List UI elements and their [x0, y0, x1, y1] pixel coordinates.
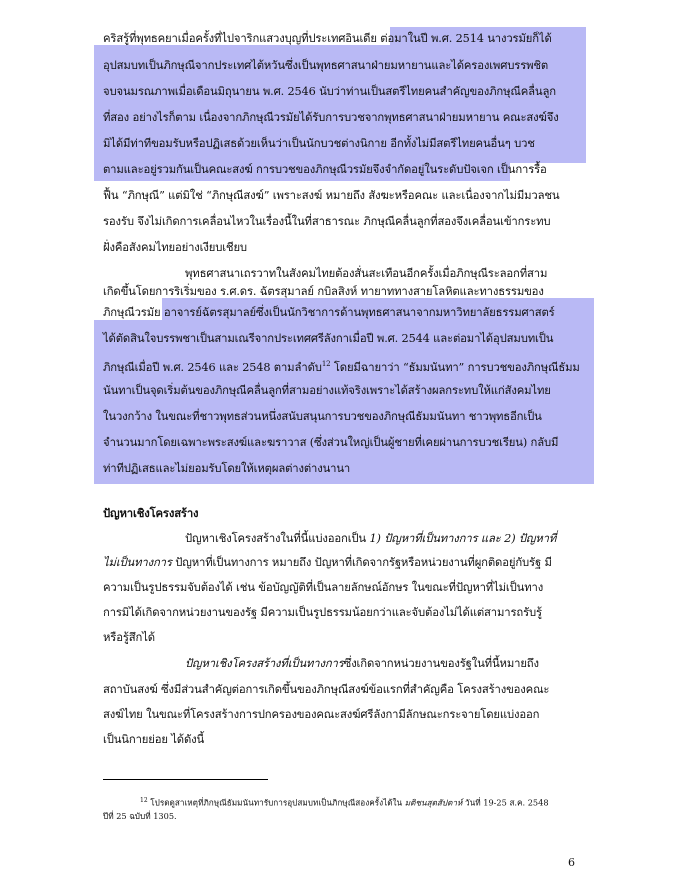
para1-line-3: จบจนมรณภาพเมื่อเดือนมิถุนายน พ.ศ. 2546 นับว่าท่านเป็นสตรีไทยคนสำคัญของภิกษุณีคลื่นลูก [103, 85, 556, 98]
para3-line-2-text: ปัญหาที่เป็นทางการ หมายถึง ปัญหาที่เกิดจากรัฐหรือหน่วยงานที่ผูกติดอยู่กับรัฐ มี [171, 556, 552, 569]
para1-line-2: อุปสมบทเป็นภิกษุณีจากประเทศไต้หวันซึ่งเป็นพุทธศาสนาฝ่ายมหายานและได้ครองเพศบรรพชิต [103, 59, 549, 72]
para3-line-5: หรือรู้สึกได้ [103, 631, 155, 644]
footnote-text-c: วันที่ 19-25 ส.ค. 2548 [462, 797, 549, 808]
para3-line-2-italic: ไม่เป็นทางการ [103, 556, 172, 569]
para3-line-1-text: ปัญหาเชิงโครงสร้างในที่นี้แบ่งออกเป็น [185, 532, 367, 545]
para2-line-6: นันทาเป็นจุดเริ่มต้นของภิกษุณีคลื่นลูกที่สามอย่างแท้จริงเพราะได้สร้างผลกระทบให้แก่สังคมไทย [103, 384, 551, 397]
para4-line-1-italic: ปัญหาเชิงโครงสร้างที่เป็นทางการ [185, 657, 344, 670]
para1-line-4: ที่สอง อย่างไรก็ตาม เนื่องจากภิกษุณีวรมัยได้รับการบวชจากพุทธศาสนาฝ่ายมหายาน คณะสงฆ์จึง [103, 111, 559, 124]
para3-line-1-italic: 1) ปัญหาที่เป็นทางการ และ 2) ปัญหาที่ [369, 532, 557, 545]
section-heading: ปัญหาเชิงโครงสร้าง [103, 506, 199, 520]
para2-line-5-text: ภิกษุณีเมื่อปี พ.ศ. 2546 และ 2548 ตามลำดับ [103, 360, 322, 374]
para3-line-1 [185, 531, 556, 546]
para1-line-8: รองรับ จึงไม่เกิดการเคลื่อนไหวในเรื่องนี้ในที่สาธารณะ ภิกษุณีคลื่นลูกที่สองจึงเคลื่อนเข้ากระทบ [103, 215, 551, 228]
para2-line-5-rest: โดยมีฉายาว่า “ธัมมนันทา” การบวชของภิกษุณีธัมม [330, 360, 580, 374]
para3-line-2 [103, 555, 552, 570]
footnote-number: 12 [140, 797, 148, 804]
para4-line-3: สงฆ์ไทย ในขณะที่โครงสร้างการปกครองของคณะสงฆ์ศรีลังกามีลักษณะกระจายโดยแบ่งออก [103, 708, 540, 721]
para1-line-9: ฝั่งคือสังคมไทยอย่างเงียบเชียบ [103, 241, 247, 254]
para4-line-1-text: ซึ่งเกิดจากหน่วยงานของรัฐในที่นี้หมายถึง [343, 657, 539, 670]
para1-line-1: คริสรู้ที่พุทธคยาเมื่อครั้งที่ไปจาริกแสวงบุญที่ประเทศอินเดีย ต่อมาในปี พ.ศ. 2514 นางวรมัยก็ได้ [103, 32, 552, 45]
footnote-ref[interactable]: 12 [321, 360, 331, 368]
para2-line-5 [103, 357, 580, 375]
para2-line-8: จำนวนมากโดยเฉพาะพระสงฆ์และฆราวาส (ซึ่งส่วนใหญ่เป็นผู้ชายที่เคยผ่านการบวชเรียน) กลับมี [103, 436, 559, 449]
footnote-source-title: มติชนสุดสัปดาห์ [404, 797, 463, 808]
footnote-line-1 [140, 795, 549, 809]
para4-line-1 [185, 656, 539, 671]
para4-line-2: สถาบันสงฆ์ ซึ่งมีส่วนสำคัญต่อการเกิดขึ้นของภิกษุณีสงฆ์ข้อแรกที่สำคัญคือ โครงสร้างของคณะ [103, 683, 550, 696]
para3-line-4: การมิได้เกิดจากหน่วยงานของรัฐ มีความเป็นรูปธรรมน้อยกว่าและจับต้องไม่ได้แต่สามารถรับรู้ [103, 606, 542, 619]
para2-line-1: พุทธศาสนาเถรวาทในสังคมไทยต้องสั่นสะเทือนอีกครั้งเมื่อภิกษุณีระลอกที่สาม [185, 267, 548, 280]
para2-line-9: ท่าทีปฏิเสธและไม่ยอมรับโดยให้เหตุผลต่างต่างนานา [103, 462, 351, 475]
para1-line-5: มิได้มีท่าทีขอมรับหรือปฏิเสธด้วยเห็นว่าเป็นนักบวชต่างนิกาย อีกทั้งไม่มีสตรีไทยคนอื่นๆ บวช [103, 137, 535, 150]
para2-line-4: ได้ตัดสินใจบรรพชาเป็นสามเณรีจากประเทศศรีลังกาเมื่อปี พ.ศ. 2544 และต่อมาได้อุปสมบทเป็น [103, 332, 554, 345]
para3-line-3: ความเป็นรูปธรรมจับต้องได้ เช่น ข้อบัญญัติที่เป็นลายลักษณ์อักษร ในขณะที่ปัญหาที่ไม่เป็นทาง [103, 581, 544, 594]
para1-line-6: ตามและอยู่รวมกันเป็นคณะสงฆ์ การบวชของภิกษุณีวรมัยจึงจำกัดอยู่ในระดับปัจเจก เป็นการรื้อ [103, 163, 547, 176]
para4-line-4: เป็นนิกายย่อย ได้ดังนี้ [103, 733, 205, 746]
para2-line-7: ในวงกว้าง ในขณะที่ชาวพุทธส่วนหนึ่งสนับสนุนการบวชของภิกษุณีธัมมนันทา ชาวพุทธอีกเป็น [103, 410, 542, 423]
footnote-divider [103, 779, 268, 780]
footnote-text-a: โปรดดูสาเหตุที่ภิกษุณีธัมมนันทารับการอุปสมบทเป็นภิกษุณีสองครั้งได้ใน [150, 797, 403, 808]
para1-line-7: ฟื้น “ภิกษุณี” แต่มิใช่ “ภิกษุณีสงฆ์” เพราะสงฆ์ หมายถึง สังฆะหรือคณะ และเนื่องจากไม่มีมวลชน [103, 189, 560, 202]
para2-line-2: เกิดขึ้นโดยการริเริ่มของ ร.ศ.ดร. ฉัตรสุมาลย์ กบิลสิงห์ ทายาททางสายโลหิตและทางธรรมของ [103, 285, 544, 298]
page-number: 6 [568, 856, 575, 869]
para2-line-3: ภิกษุณีวรมัย อาจารย์ฉัตรสุมาลย์ซึ่งเป็นนักวิชาการด้านพุทธศาสนาจากมหาวิทยาลัยธรรมศาสตร์ [103, 306, 555, 319]
footnote-line-2: ปีที่ 25 ฉบับที่ 1305. [103, 811, 177, 821]
